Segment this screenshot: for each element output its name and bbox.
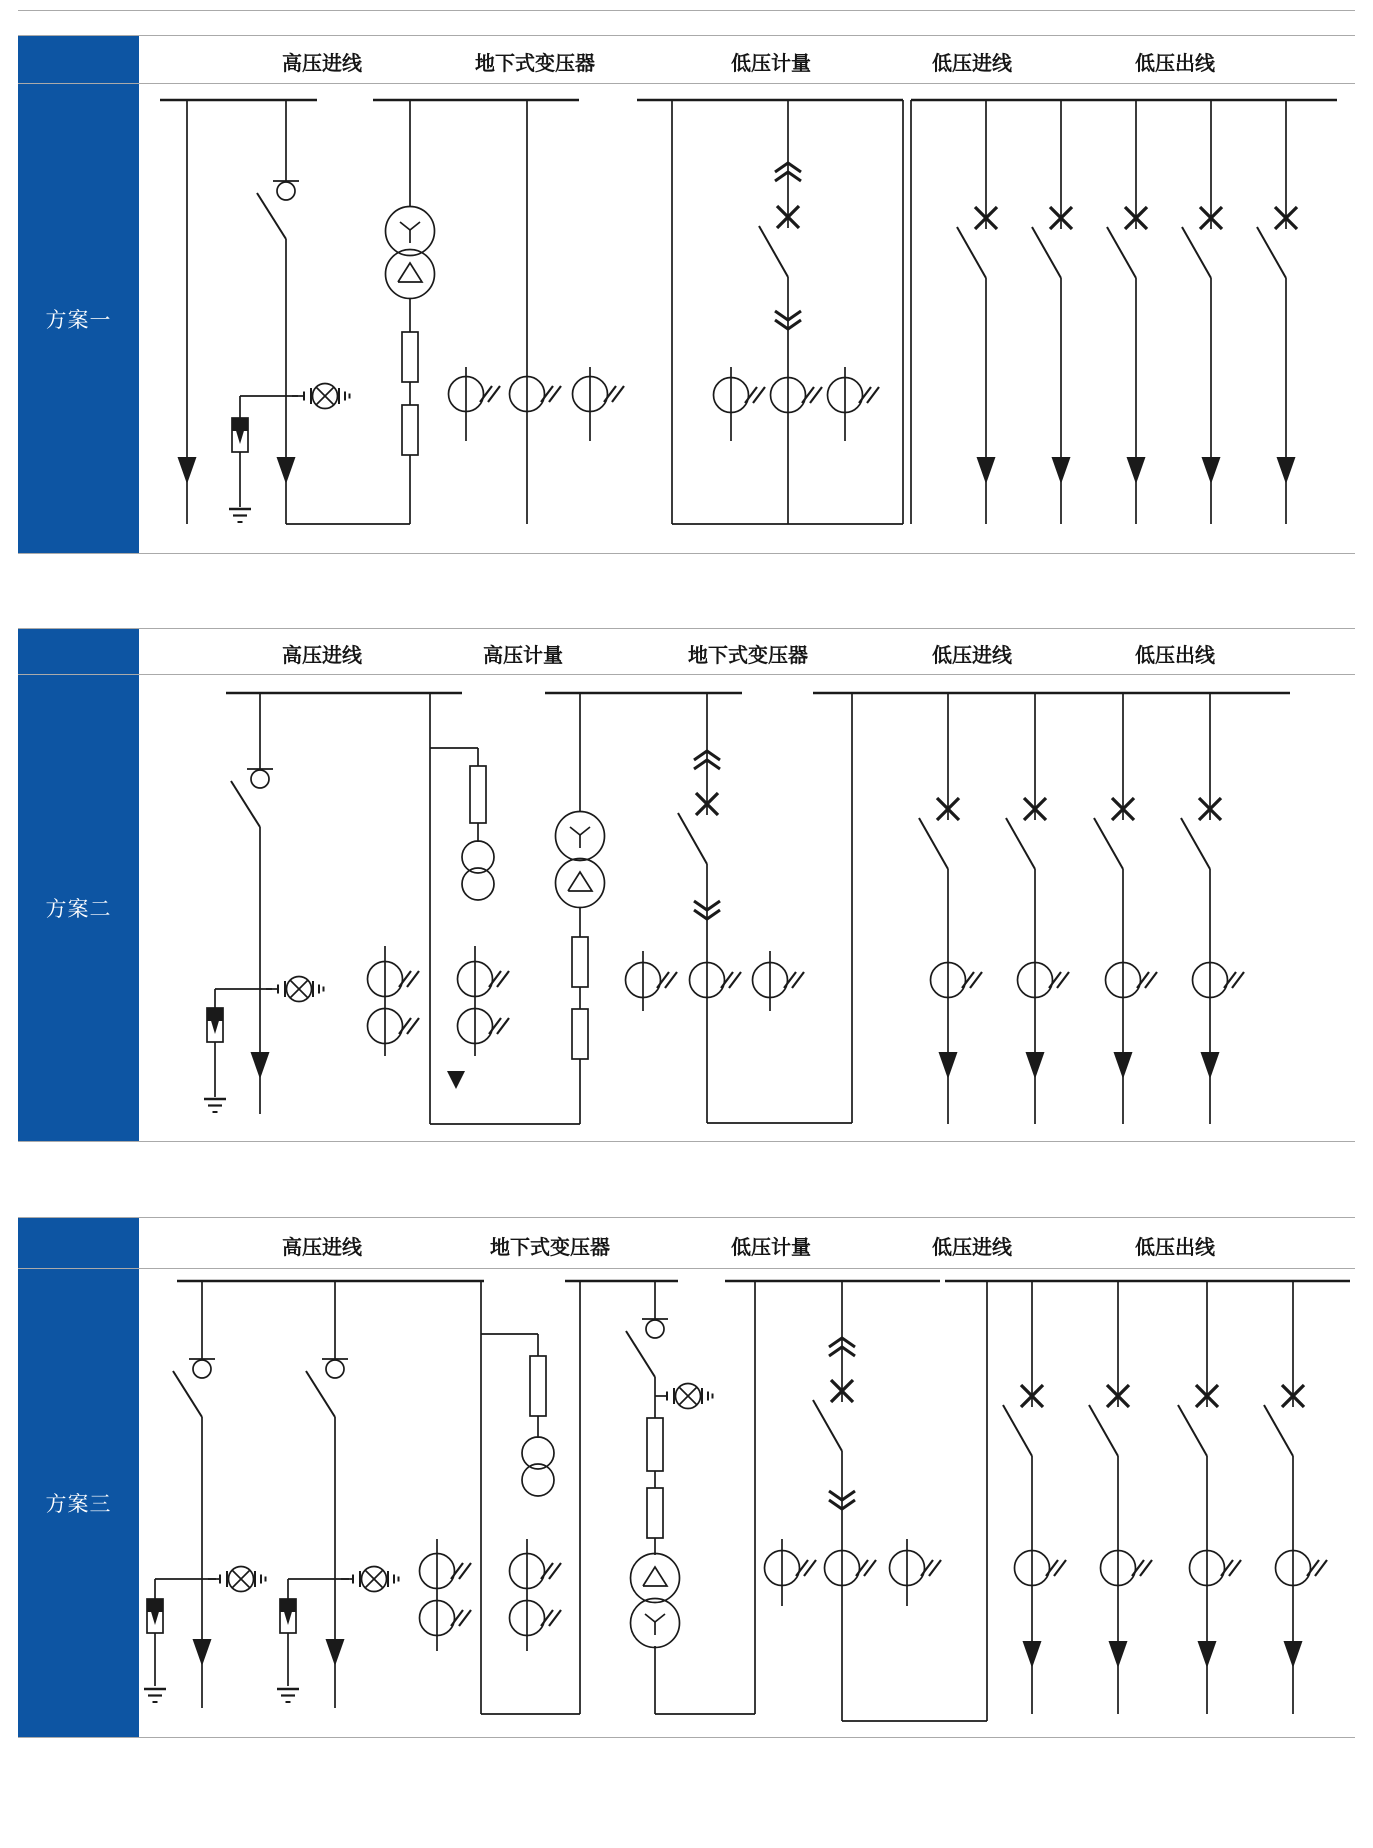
earth-ground-symbol [229, 509, 251, 522]
column-header-lv-outgoing: 低压出线 [1135, 645, 1215, 667]
voltage-transformer-symbol [462, 841, 494, 900]
current-transformer-symbol [449, 377, 501, 412]
scheme-sidebar [18, 629, 139, 1141]
current-transformer-symbol [510, 377, 562, 412]
fuse-symbol [530, 1356, 546, 1416]
load-arrow-symbol [251, 1052, 270, 1079]
load-arrow-symbol [1109, 1641, 1128, 1668]
surge-arrester-symbol [207, 1008, 223, 1042]
load-arrow-symbol [193, 1639, 212, 1666]
switch-blade [1094, 818, 1123, 869]
load-arrow-symbol [178, 457, 197, 484]
load-arrow-symbol [939, 1052, 958, 1079]
load-arrow-symbol [1198, 1641, 1217, 1668]
column-header-transformer: 地下式变压器 [475, 53, 595, 75]
current-transformer-symbol [626, 963, 678, 998]
earth-ground-symbol [144, 1689, 166, 1702]
column-header-lv-metering: 低压计量 [731, 1237, 811, 1259]
current-transformer-symbol [368, 1009, 420, 1044]
load-arrow-symbol [1127, 457, 1146, 484]
load-arrow-symbol [1277, 457, 1296, 484]
switch-blade [957, 227, 986, 278]
column-header-hv-metering: 高压计量 [483, 645, 563, 667]
load-arrow-symbol [277, 457, 296, 484]
current-transformer-symbol [690, 963, 742, 998]
current-transformer-symbol [825, 1551, 877, 1586]
column-header-lv-metering: 低压计量 [731, 53, 811, 75]
column-header-transformer: 地下式变压器 [490, 1237, 610, 1259]
single-line-diagram-2 [141, 629, 1355, 1141]
load-arrow-symbol [326, 1639, 345, 1666]
current-transformer-symbol [771, 378, 823, 413]
fuse-symbol [572, 937, 588, 987]
current-transformer-symbol [573, 377, 625, 412]
transformer-symbol [386, 207, 435, 299]
switch-blade [1003, 1405, 1032, 1456]
load-arrow-symbol [1052, 457, 1071, 484]
scheme-panel-2 [18, 628, 1355, 1142]
single-line-diagram-1 [141, 36, 1355, 553]
switch-blade [678, 813, 707, 864]
scheme-label: 方案二 [45, 898, 112, 921]
fuse-symbol [647, 1418, 663, 1471]
current-transformer-symbol [1193, 963, 1245, 998]
column-header-lv-outgoing: 低压出线 [1135, 53, 1215, 75]
fuse-symbol [402, 332, 418, 382]
earth-ground-symbol [204, 1099, 226, 1112]
switch-blade [1181, 818, 1210, 869]
current-transformer-symbol [458, 962, 510, 997]
surge-arrester-symbol [147, 1599, 163, 1633]
switch-blade [1032, 227, 1061, 278]
current-transformer-symbol [714, 378, 766, 413]
scheme-label: 方案一 [45, 309, 112, 332]
current-transformer-symbol [890, 1551, 942, 1586]
load-break-switch-symbol [257, 181, 299, 239]
fuse-symbol [470, 766, 486, 823]
column-header-lv-incoming: 低压进线 [932, 53, 1012, 75]
top-rule [18, 10, 1355, 11]
column-header-lv-outgoing: 低压出线 [1135, 1237, 1215, 1259]
switch-blade [1182, 227, 1211, 278]
load-arrow-symbol [1023, 1641, 1042, 1668]
current-transformer-symbol [1101, 1551, 1153, 1586]
current-transformer-symbol [368, 962, 420, 997]
live-indicator-lamp-symbol [208, 1567, 266, 1592]
switch-blade [1257, 227, 1286, 278]
column-header-hv-incoming: 高压进线 [282, 645, 362, 667]
switch-blade [1178, 1405, 1207, 1456]
load-arrow-symbol [1114, 1052, 1133, 1079]
current-transformer-symbol [420, 1554, 472, 1589]
load-arrow-symbol [1026, 1052, 1045, 1079]
current-transformer-symbol [458, 1009, 510, 1044]
single-line-diagram-3 [141, 1218, 1355, 1737]
switch-blade [919, 818, 948, 869]
transformer-symbol [556, 812, 605, 908]
fuse-symbol [572, 1009, 588, 1059]
scheme-sidebar [18, 36, 139, 553]
live-indicator-lamp-symbol [292, 384, 350, 409]
load-arrow-symbol [1201, 1052, 1220, 1079]
switch-blade [759, 226, 788, 277]
current-transformer-symbol [510, 1601, 562, 1636]
earth-ground-symbol [277, 1689, 299, 1702]
current-transformer-symbol [510, 1554, 562, 1589]
load-break-switch-symbol [173, 1359, 215, 1417]
current-transformer-symbol [1106, 963, 1158, 998]
load-break-switch-symbol [306, 1359, 348, 1417]
switch-blade [1264, 1405, 1293, 1456]
switch-blade [1089, 1405, 1118, 1456]
live-indicator-lamp-symbol [655, 1384, 713, 1409]
load-break-switch-symbol [626, 1319, 668, 1377]
surge-arrester-symbol [280, 1599, 296, 1633]
voltage-transformer-symbol [522, 1437, 554, 1496]
current-transformer-symbol [931, 963, 983, 998]
current-transformer-symbol [420, 1601, 472, 1636]
live-indicator-lamp-symbol [341, 1567, 399, 1592]
fuse-symbol [647, 1488, 663, 1538]
transformer-symbol [631, 1554, 680, 1648]
live-indicator-lamp-symbol [266, 977, 324, 1002]
scheme-panel-1 [18, 35, 1355, 554]
load-arrow-symbol [977, 457, 996, 484]
fuse-symbol [402, 405, 418, 455]
current-transformer-symbol [753, 963, 805, 998]
load-arrow-symbol [1202, 457, 1221, 484]
column-header-hv-incoming: 高压进线 [282, 1237, 362, 1259]
switch-blade [813, 1400, 842, 1451]
column-header-lv-incoming: 低压进线 [932, 645, 1012, 667]
column-header-lv-incoming: 低压进线 [932, 1237, 1012, 1259]
scheme-panel-3 [18, 1217, 1355, 1738]
current-transformer-symbol [765, 1551, 817, 1586]
load-break-switch-symbol [231, 769, 273, 827]
scheme-sidebar [18, 1218, 139, 1737]
column-header-hv-incoming: 高压进线 [282, 53, 362, 75]
current-transformer-symbol [828, 378, 880, 413]
arrow-marker-symbol [447, 1071, 465, 1089]
current-transformer-symbol [1018, 963, 1070, 998]
switch-blade [1006, 818, 1035, 869]
load-arrow-symbol [1284, 1641, 1303, 1668]
column-header-transformer: 地下式变压器 [688, 645, 808, 667]
scheme-label: 方案三 [45, 1493, 112, 1516]
current-transformer-symbol [1015, 1551, 1067, 1586]
switch-blade [1107, 227, 1136, 278]
current-transformer-symbol [1276, 1551, 1328, 1586]
current-transformer-symbol [1190, 1551, 1242, 1586]
surge-arrester-symbol [232, 418, 248, 452]
